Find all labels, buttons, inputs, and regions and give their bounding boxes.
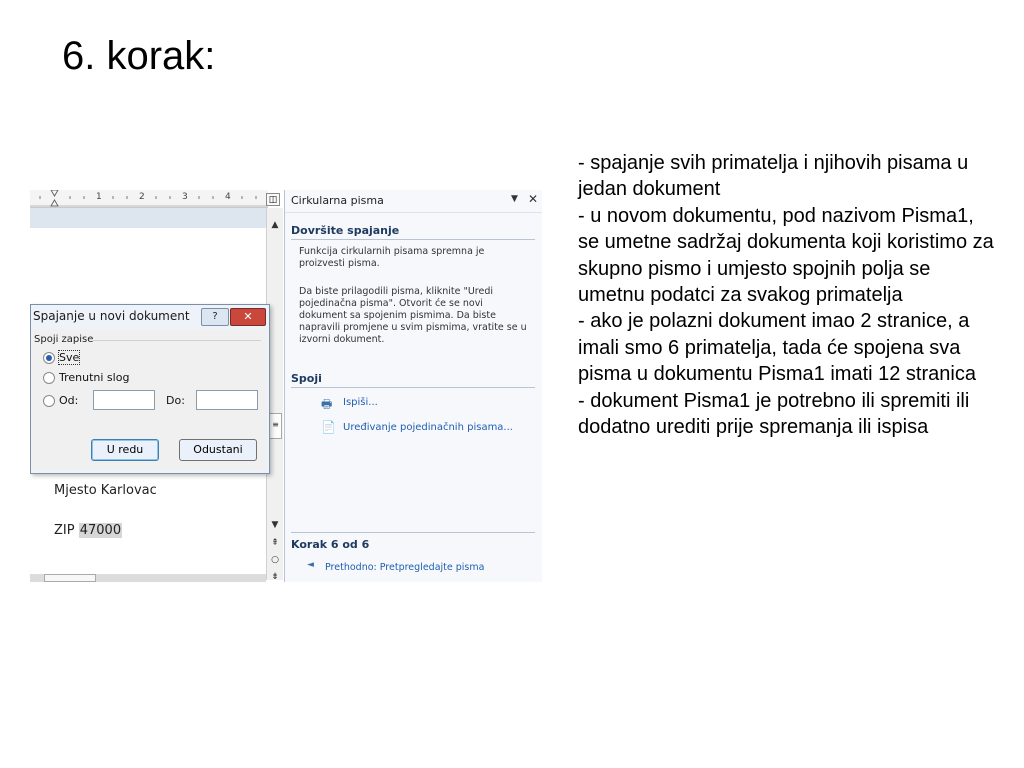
option-from-label: Od: [59,394,79,407]
group-label: Spoji zapise [34,334,94,345]
horizontal-scrollbar[interactable] [30,574,266,582]
page-header-strip [30,208,266,228]
bullet: - ako je polazni dokument imao 2 stranice, a imali smo 6 primatelja, tada će spojena sva pisma u dokumentu Pisma1 imati 12 stranica [578,310,976,386]
edit-letters-icon[interactable]: 📄 [321,420,336,434]
word-screenshot [30,190,542,582]
dialog-title: Spajanje u novi dokument [33,309,190,323]
scroll-down-icon[interactable]: ▼ [271,520,279,530]
zip-label: ZIP [54,523,75,538]
pane-close-icon[interactable]: ✕ [528,192,539,206]
previous-step-link[interactable]: Prethodno: Pretpregledajte pisma [325,562,485,573]
next-page-icon[interactable]: ⇟ [271,572,279,582]
pane-title: Cirkularna pisma [291,194,384,207]
option-all-label: Sve [59,351,80,364]
ruler-label: 3 [182,192,188,202]
to-label: Do: [166,394,185,407]
ruler-ticks [30,190,268,207]
close-button[interactable]: ✕ [230,308,266,326]
cancel-button[interactable]: Odustani [179,439,257,461]
pane-header [285,190,542,213]
merge-to-new-document-dialog [30,304,270,474]
horizontal-scroll-thumb[interactable] [44,574,96,582]
pane-text-instructions: Da biste prilagodili pisma, kliknite "Uredi pojedinačna pisma". Otvorit će se novi dokument sa spojenim pismima. Da biste napravili promjene u svim pismima, vratite se u izvorni dokument. [299,286,527,345]
zip-merge-field: 47000 [79,523,122,538]
print-link[interactable]: Ispiši... [343,397,378,408]
horizontal-ruler[interactable] [30,190,268,208]
step-indicator: Korak 6 od 6 [291,538,370,551]
ok-button[interactable]: U redu [91,439,159,461]
ruler-label: 2 [139,192,145,202]
group-divider [93,340,261,341]
section-divider [291,239,535,240]
radio-icon[interactable] [43,395,55,407]
option-from[interactable] [43,394,78,407]
option-current-record[interactable] [43,371,129,384]
address-zip [54,523,122,538]
previous-page-icon[interactable]: ⇞ [271,538,279,548]
mail-merge-task-pane [284,190,542,582]
from-input[interactable] [93,390,155,410]
option-all[interactable] [43,351,79,364]
dialog-body [31,329,267,471]
help-button[interactable]: ? [201,308,229,326]
option-current-label: Trenutni slog [59,371,130,384]
description-text [578,150,998,440]
radio-selected-icon[interactable] [43,352,55,364]
radio-icon[interactable] [43,372,55,384]
bullet: - u novom dokumentu, pod nazivom Pisma1, se umetne sadržaj dokumenta koji koristimo za skupno pismo i umjesto spojnih polja se umetnu podatci za svakog primatelja [578,204,994,307]
scroll-up-icon[interactable]: ▲ [271,220,279,230]
section-divider [291,532,535,533]
bullet: - spajanje svih primatelja i njihovih pisama u jedan dokument [578,152,969,201]
ruler-label: 1 [96,192,102,202]
pane-menu-icon[interactable]: ▼ [511,194,518,204]
to-input[interactable] [196,390,258,410]
scroll-thumb[interactable]: ≡ [269,413,282,439]
pane-text-ready: Funkcija cirkularnih pisama spremna je proizvesti pisma. [299,246,485,269]
bullet: - dokument Pisma1 je potrebno ili spremiti ili dodatno urediti prije spremanja ili ispisa [578,389,970,439]
section-merge: Spoji [291,372,322,385]
ruler-toggle-icon[interactable]: ◫ [266,193,280,206]
browse-object-icon[interactable]: ○ [271,555,279,565]
back-arrow-icon[interactable]: ◄ [307,560,314,570]
ruler-label: 4 [225,192,231,202]
section-divider [291,387,535,388]
section-complete-merge: Dovršite spajanje [291,224,400,237]
printer-icon[interactable]: 🖶 [321,397,333,411]
address-city: Mjesto Karlovac [54,483,157,498]
slide-title: 6. korak: [62,34,216,78]
edit-individual-letters-link[interactable]: Uređivanje pojedinačnih pisama... [343,422,513,433]
